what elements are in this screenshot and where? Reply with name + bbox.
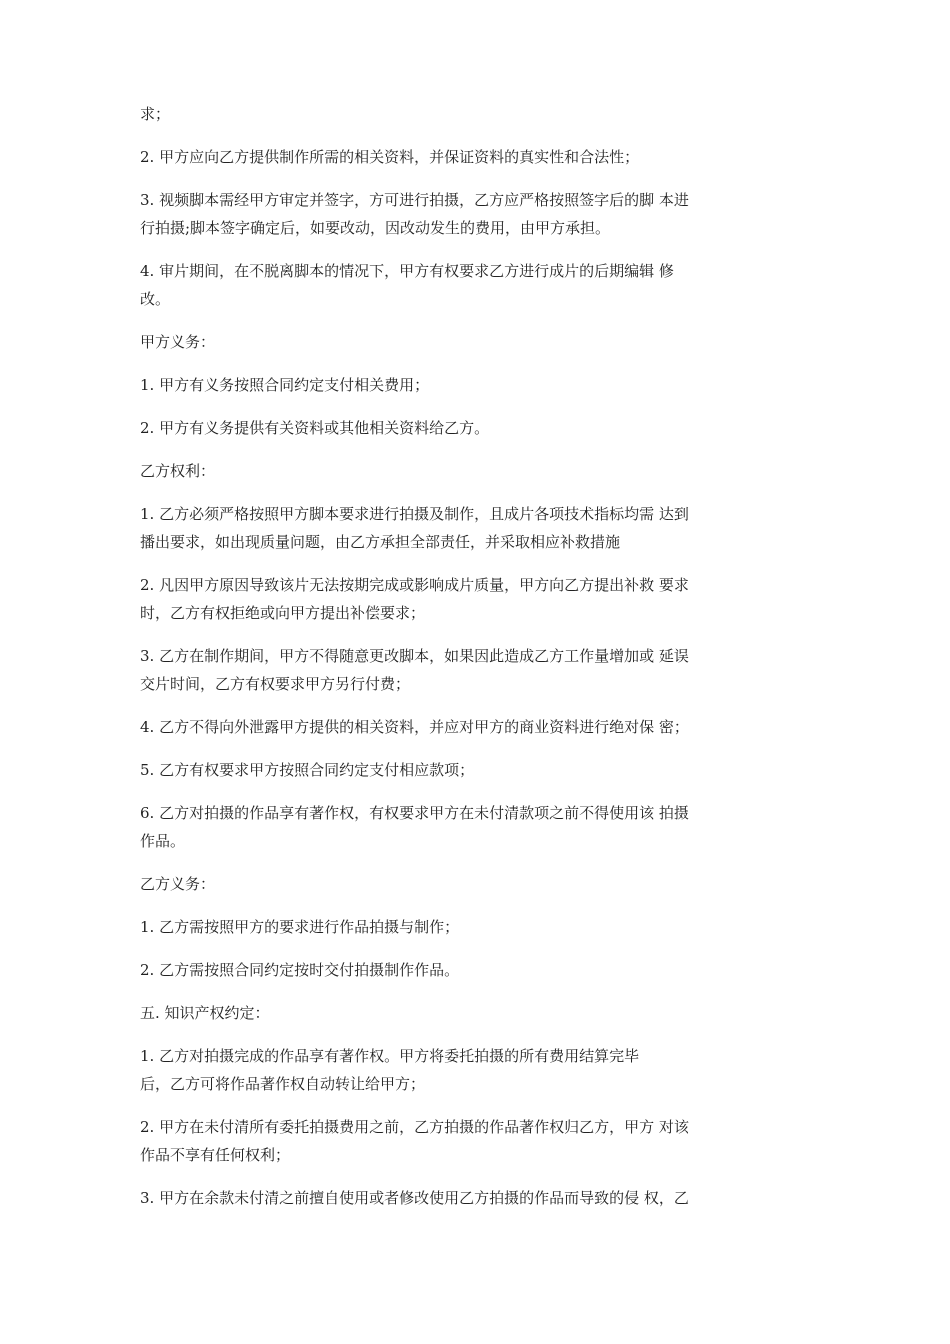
text-line: 求； [140,105,171,123]
paragraph [140,100,810,128]
paragraph [140,328,810,356]
text-line: 4. 乙方不得向外泄露甲方提供的相关资料，并应对甲方的商业资料进行绝对保 密； [140,718,689,736]
text-line: 3. 甲方在余款未付清之前擅自使用或者修改使用乙方拍摄的作品而导致的侵 权，乙 [140,1189,689,1207]
text-line: 五. 知识产权约定： [140,1004,270,1022]
paragraph [140,571,810,627]
text-line: 1. 乙方对拍摄完成的作品享有著作权。甲方将委托拍摄的所有费用结算完毕 [140,1047,640,1065]
paragraph [140,257,810,313]
document-body [140,100,810,1227]
text-line: 作品。 [140,832,186,850]
text-line: 1. 乙方必须严格按照甲方脚本要求进行拍摄及制作，且成片各项技术指标均需 达到 [140,505,689,523]
text-line: 甲方义务： [140,333,216,351]
paragraph [140,500,810,556]
text-line: 3. 视频脚本需经甲方审定并签字，方可进行拍摄，乙方应严格按照签字后的脚 本进 [140,191,689,209]
paragraph [140,1113,810,1169]
text-line: 播出要求，如出现质量问题，由乙方承担全部责任，并采取相应补救措施 [140,533,621,551]
text-line: 2. 甲方应向乙方提供制作所需的相关资料，并保证资料的真实性和合法性； [140,148,640,166]
text-line: 2. 甲方在未付清所有委托拍摄费用之前，乙方拍摄的作品著作权归乙方，甲方 对该 [140,1118,689,1136]
paragraph [140,371,810,399]
text-line: 作品不享有任何权利； [140,1146,291,1164]
text-line: 时，乙方有权拒绝或向甲方提出补偿要求； [140,604,426,622]
paragraph [140,1042,810,1098]
text-line: 2. 乙方需按照合同约定按时交付拍摄制作作品。 [140,961,460,979]
paragraph [140,414,810,442]
text-line: 5. 乙方有权要求甲方按照合同约定支付相应款项； [140,761,475,779]
paragraph [140,799,810,855]
text-line: 1. 乙方需按照甲方的要求进行作品拍摄与制作； [140,918,460,936]
paragraph [140,870,810,898]
text-line: 6. 乙方对拍摄的作品享有著作权，有权要求甲方在未付清款项之前不得使用该 拍摄 [140,804,689,822]
paragraph [140,913,810,941]
text-line: 后，乙方可将作品著作权自动转让给甲方； [140,1075,426,1093]
text-line: 交片时间，乙方有权要求甲方另行付费； [140,675,411,693]
paragraph [140,143,810,171]
text-line: 行拍摄;脚本签字确定后，如要改动，因改动发生的费用，由甲方承担。 [140,219,611,237]
text-line: 乙方义务： [140,875,216,893]
paragraph [140,642,810,698]
paragraph [140,457,810,485]
paragraph [140,1184,810,1212]
text-line: 2. 甲方有义务提供有关资料或其他相关资料给乙方。 [140,419,490,437]
paragraph [140,999,810,1027]
text-line: 3. 乙方在制作期间，甲方不得随意更改脚本，如果因此造成乙方工作量增加或 延误 [140,647,689,665]
text-line: 改。 [140,290,171,308]
text-line: 乙方权利： [140,462,216,480]
paragraph [140,756,810,784]
paragraph [140,956,810,984]
text-line: 4. 审片期间，在不脱离脚本的情况下，甲方有权要求乙方进行成片的后期编辑 修 [140,262,674,280]
text-line: 2. 凡因甲方原因导致该片无法按期完成或影响成片质量，甲方向乙方提出补救 要求 [140,576,689,594]
paragraph [140,186,810,242]
paragraph [140,713,810,741]
text-line: 1. 甲方有义务按照合同约定支付相关费用； [140,376,430,394]
